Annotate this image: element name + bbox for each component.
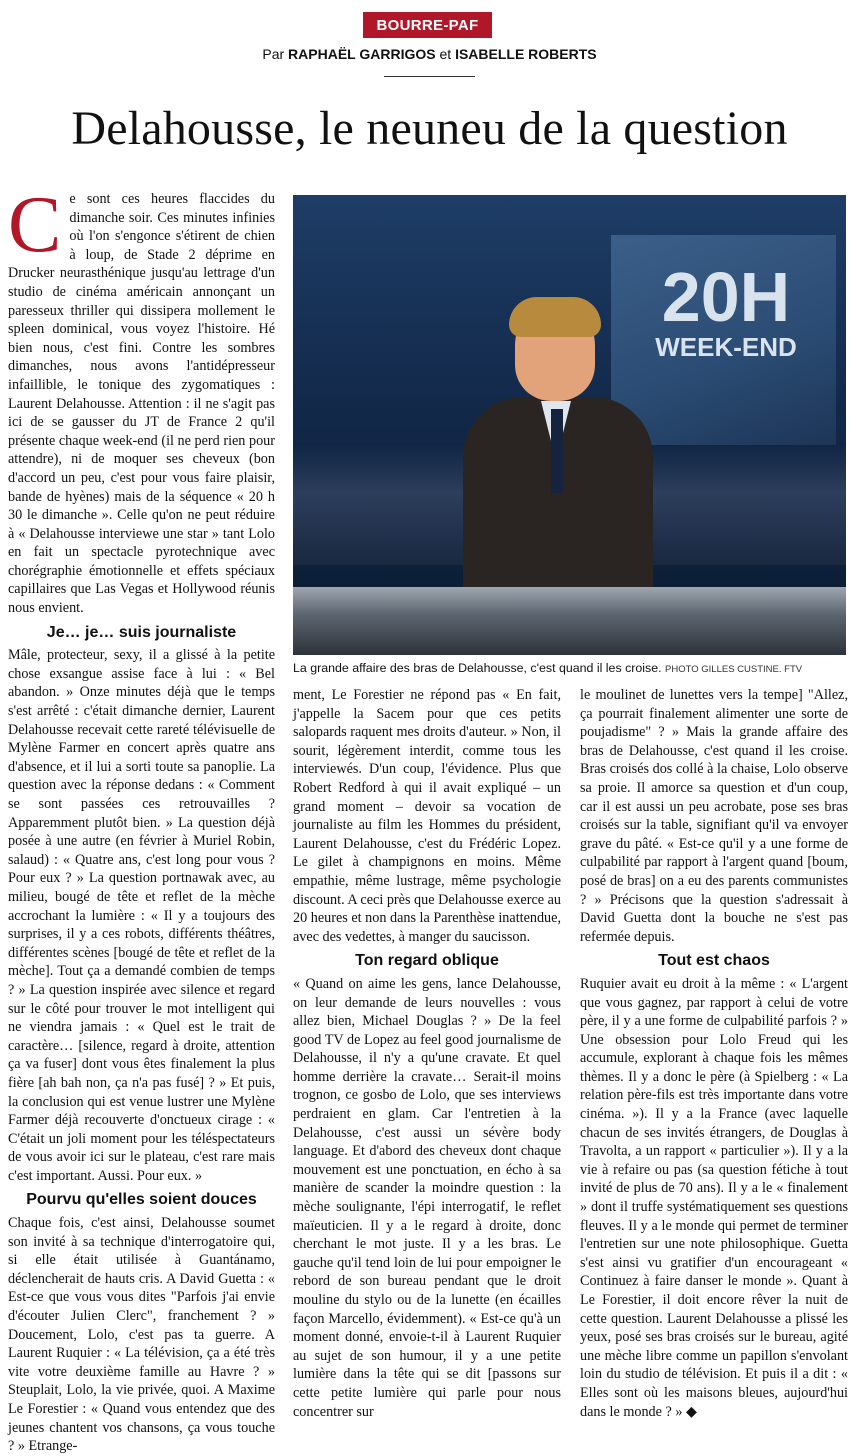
column-2 bbox=[293, 686, 561, 1421]
intro-text: e sont ces heures flaccides du dimanche soir. Ces minutes infinies où l'on s'engonce s'étirent de chien à loup, de Stade 2 déprime en Drucker neurasthénique jusqu'au lettrage d'un studio de cinéma américain annonçant un paresseux thriller qui dissipera mollement le spleen dominical, vous voyez l'histoire. Hé bien nous, c'est fini. Contre les sombres dimanches, nous avons l'antidépresseur infaillible, le tonique des zygomatiques : Laurent Delahousse. Attention : il ne s'agit pas ici de se gausser du JT de France 2 qu'il présente chaque week-end (il ne perd rien pour attendre), ni de moquer ses cheveux (bon d'accord un peu, c'est pour vous faire plaisir, bande de hyènes) mais de la séquence « 20 h 30 le dimanche ». Celle qu'on ne peut réduire à « Delahousse interviewe une star » tant Lolo en fait un spectacle pyrotechnique avec chorégraphie émotionnelle et effets spéciaux capillaires que Las Vegas et Hollywood réunis nous envient. bbox=[8, 191, 275, 617]
author-2: ISABELLE ROBERTS bbox=[455, 46, 597, 62]
intro-paragraph bbox=[8, 181, 275, 618]
logo-20h: 20H bbox=[661, 258, 791, 336]
author-1: RAPHAËL GARRIGOS bbox=[288, 46, 436, 62]
logo-weekend: WEEK-END bbox=[655, 332, 797, 362]
obsession-text: Ruquier avait eu droit à la même : « L'argent que vous gagnez, par rapport à celui de votre père, il y a une forme de culpabilité parfois ? » Une obsession pour Lolo Freud qui les accumule, explorant à chaque fois les mêmes thèmes. Il y a donc le père (à Spielberg : « La relation père-fils est très importante dans votre cinéma. »). Il y a la France (avec laquelle chacun de ses invités étrangers, de Douglas à Travolta, a un rapport « particulier »). Il y a la vie à refaire ou pas (sa question fétiche à tout invité de plus de 70 ans). Il y a le « finalement » dont il truffe systématiquement ses questions fleuves. Il y a le monde qui permet de terminer l'entretien sur une note philosophique. Guetta s'est ainsi vu gratifier d'un encourageant « Continuez à faire danser le monde ». Quant à Le Forestier, il doit encore rêver la nuit de cette question. Laurent Delahousse a plissé les yeux, posé ses bras croisés sur le bureau, agité une mèche libre comme un papillon s'envolant loin du studio de télévision. Et puis il a dit : « Elles sont où les maisons bleues, aujourd'hui dans le monde ? » bbox=[580, 975, 848, 1420]
byline-prefix: Par bbox=[262, 46, 285, 62]
column-1 bbox=[8, 181, 275, 1456]
column-3 bbox=[580, 686, 848, 1421]
section-kicker: BOURRE-PAF bbox=[363, 12, 492, 38]
subhead-journaliste: Je… je… suis journaliste bbox=[46, 623, 237, 641]
20h-weekend-logo bbox=[651, 258, 801, 371]
caption-text: La grande affaire des bras de Delahousse, c'est quand il les croise. bbox=[293, 661, 662, 675]
byline bbox=[0, 46, 859, 62]
drop-cap: C bbox=[8, 181, 62, 269]
paragraph-forestier: ment, Le Forestier ne répond pas « En fait, j'appelle la Sacem pour que ces petits salopards raquent mes droits d'auteur. » Non, il sourit, légèrement interdit, comme tous les interviewés. D'un coup, l'évidence. Plus que Robert Redford à qui il avait expliqué – un grand moment – devoir sa vocation de journaliste au film les Hommes du président, Laurent Delahousse, c'est du Frédéric Lopez. Le gilet à champignons en moins. Même empathie, même lustrage, même psychologie discount. A ceci près que Delahousse exerce au 20 heures et non dans la Parenthèse inattendue, avec des vedettes, à manger du saucisson. bbox=[293, 687, 561, 945]
presenter-tie bbox=[551, 409, 563, 493]
presenter-hair bbox=[509, 297, 601, 337]
byline-conjunction: et bbox=[439, 46, 452, 62]
subhead-regard: Ton regard oblique bbox=[355, 952, 499, 970]
article-photo bbox=[293, 195, 846, 655]
subhead-chaos: Tout est chaos bbox=[658, 952, 770, 970]
paragraph-obsession bbox=[580, 975, 848, 1421]
end-mark-icon: ◆ bbox=[685, 1403, 697, 1420]
byline-divider bbox=[384, 76, 475, 77]
paragraph-mylene: Mâle, protecteur, sexy, il a glissé à la petite chose exsangue assise face à lui : « Bel abandon. » Onze minutes déjà que le temps s'est arrêté : c'était dimanche dernier, Laurent Delahousse recevait cette rareté télévisuelle de Mylène Farmer en concert après quatre ans d'absence, et il lui a sorti toute sa panoplie. La question avec la réponse dedans : « Comment se sont passées ces retrouvailles ? Apparemment plutôt bien. » La question déjà posée à une autre (en février à Muriel Robin, salaud) : « Quatre ans, c'est long pour vous ? Pour eux ? » La question portnawak avec, au milieu, bougé de tête et reflet de la mèche accrochant la lumière : « Il y a toujours des surprises, il y a ces robots, différents théâtres, différentes scènes [bougé de tête et reflet de la mèche]. Tout ça a demandé combien de temps ? » La question inspirée avec silence et regard sur le côté pour trouver le mot intelligent qui ne viendra jamais : « Quel est le trait de caractère… [silence, regard à droite, attention ça va fuser] dont vous êtes finalement la plus fière [ah bah non, ça n'a pas fusé] ? » Et puis, la conclusion qui est venue lustrer une Mylène Farmer déjà recouverte d'onctueux cirage : « C'était un joli moment pour les téléspectateurs de vous avoir ici sur le plateau, c'est rare mais c'est important. Aussi. Pour eux. » bbox=[8, 647, 275, 1184]
photo-caption bbox=[293, 661, 853, 675]
headline: Delahousse, le neuneu de la question bbox=[71, 102, 788, 155]
studio-desk bbox=[293, 587, 846, 655]
paragraph-interrogatoire: Chaque fois, c'est ainsi, Delahousse soumet son invité à sa technique d'interrogatoire qui, si elle était utilisée à Guantánamo, déclencherait de hauts cris. A David Guetta : « Est-ce que vous vous dites "Parfois j'ai envie d'écouter Julien Clerc", franchement ? » Doucement, Lolo, c'est pas ta guerre. A Laurent Ruquier : « La télévision, ça a été très vite votre deuxième famille au Havre ? » Steuplait, Lolo, la vie privée, quoi. A Maxime Le Forestier : « Quand vous entendez que des jeunes chantent vos chansons, ça vous touche ? » Etrange- bbox=[8, 1215, 275, 1455]
photo-credit: PHOTO GILLES CUSTINE. FTV bbox=[665, 664, 803, 675]
presenter-figure bbox=[463, 305, 663, 605]
subhead-douces: Pourvu qu'elles soient douces bbox=[26, 1191, 257, 1209]
paragraph-body-language: « Quand on aime les gens, lance Delahousse, on leur demande de leurs nouvelles : vous allez bien, Michael Douglas ? » De la feel good TV de Lopez au feel good journalisme de Delahousse, il n'y a qu'une cravate. Et quel homme derrière la cravate… Serait-il moins trognon, ce gosbo de Lolo, que ses interviews perdraient en glam. Car l'entretien à la Delahousse, c'est aussi un sévère body language. Et d'abord des cheveux dont chaque mouvement est une ponctuation, en écho à sa manière de scander la moindre question : la mèche soulignante, l'épi interrogatif, le reflet maïeuticien. Il y a le regard à droite, donc cherchant le mot juste. Il y a les bras. Le gauche qu'il tend loin de lui pour empoigner le rebord de son bureau pendant que le droit mouline du stylo ou de la lunette (en écailles façon Marcello, évidemment). « Est-ce qu'à un moment donné, envoie-t-il à Laurent Ruquier au sujet de son humour, il y a une petite lumière dans la tête qui se dit [passons sur cette petite lumière qui parle pour nous concentrer sur bbox=[293, 975, 561, 1420]
paragraph-bras: le moulinet de lunettes vers la tempe] "Allez, ça pourrait finalement alimenter une sorte de poujadisme" ? » Mais la grande affaire des bras de Delahousse, c'est quand il les croise. Bras croisés dos collé à la chaise, Lolo observe sa proie. Il amorce sa question et d'un coup, car il est aussi un peu acrobate, pose ses bras croisés sur la table, signifiant qu'il va envoyer grave du pâté. « Est-ce qu'il y a une forme de culpabilité par rapport à l'argent quand [boum, posé de bras] on a eu des parents communistes ? » Précisons que la question s'adressait à David Guetta dont la bouche ne s'est pas refermée depuis. bbox=[580, 687, 848, 945]
